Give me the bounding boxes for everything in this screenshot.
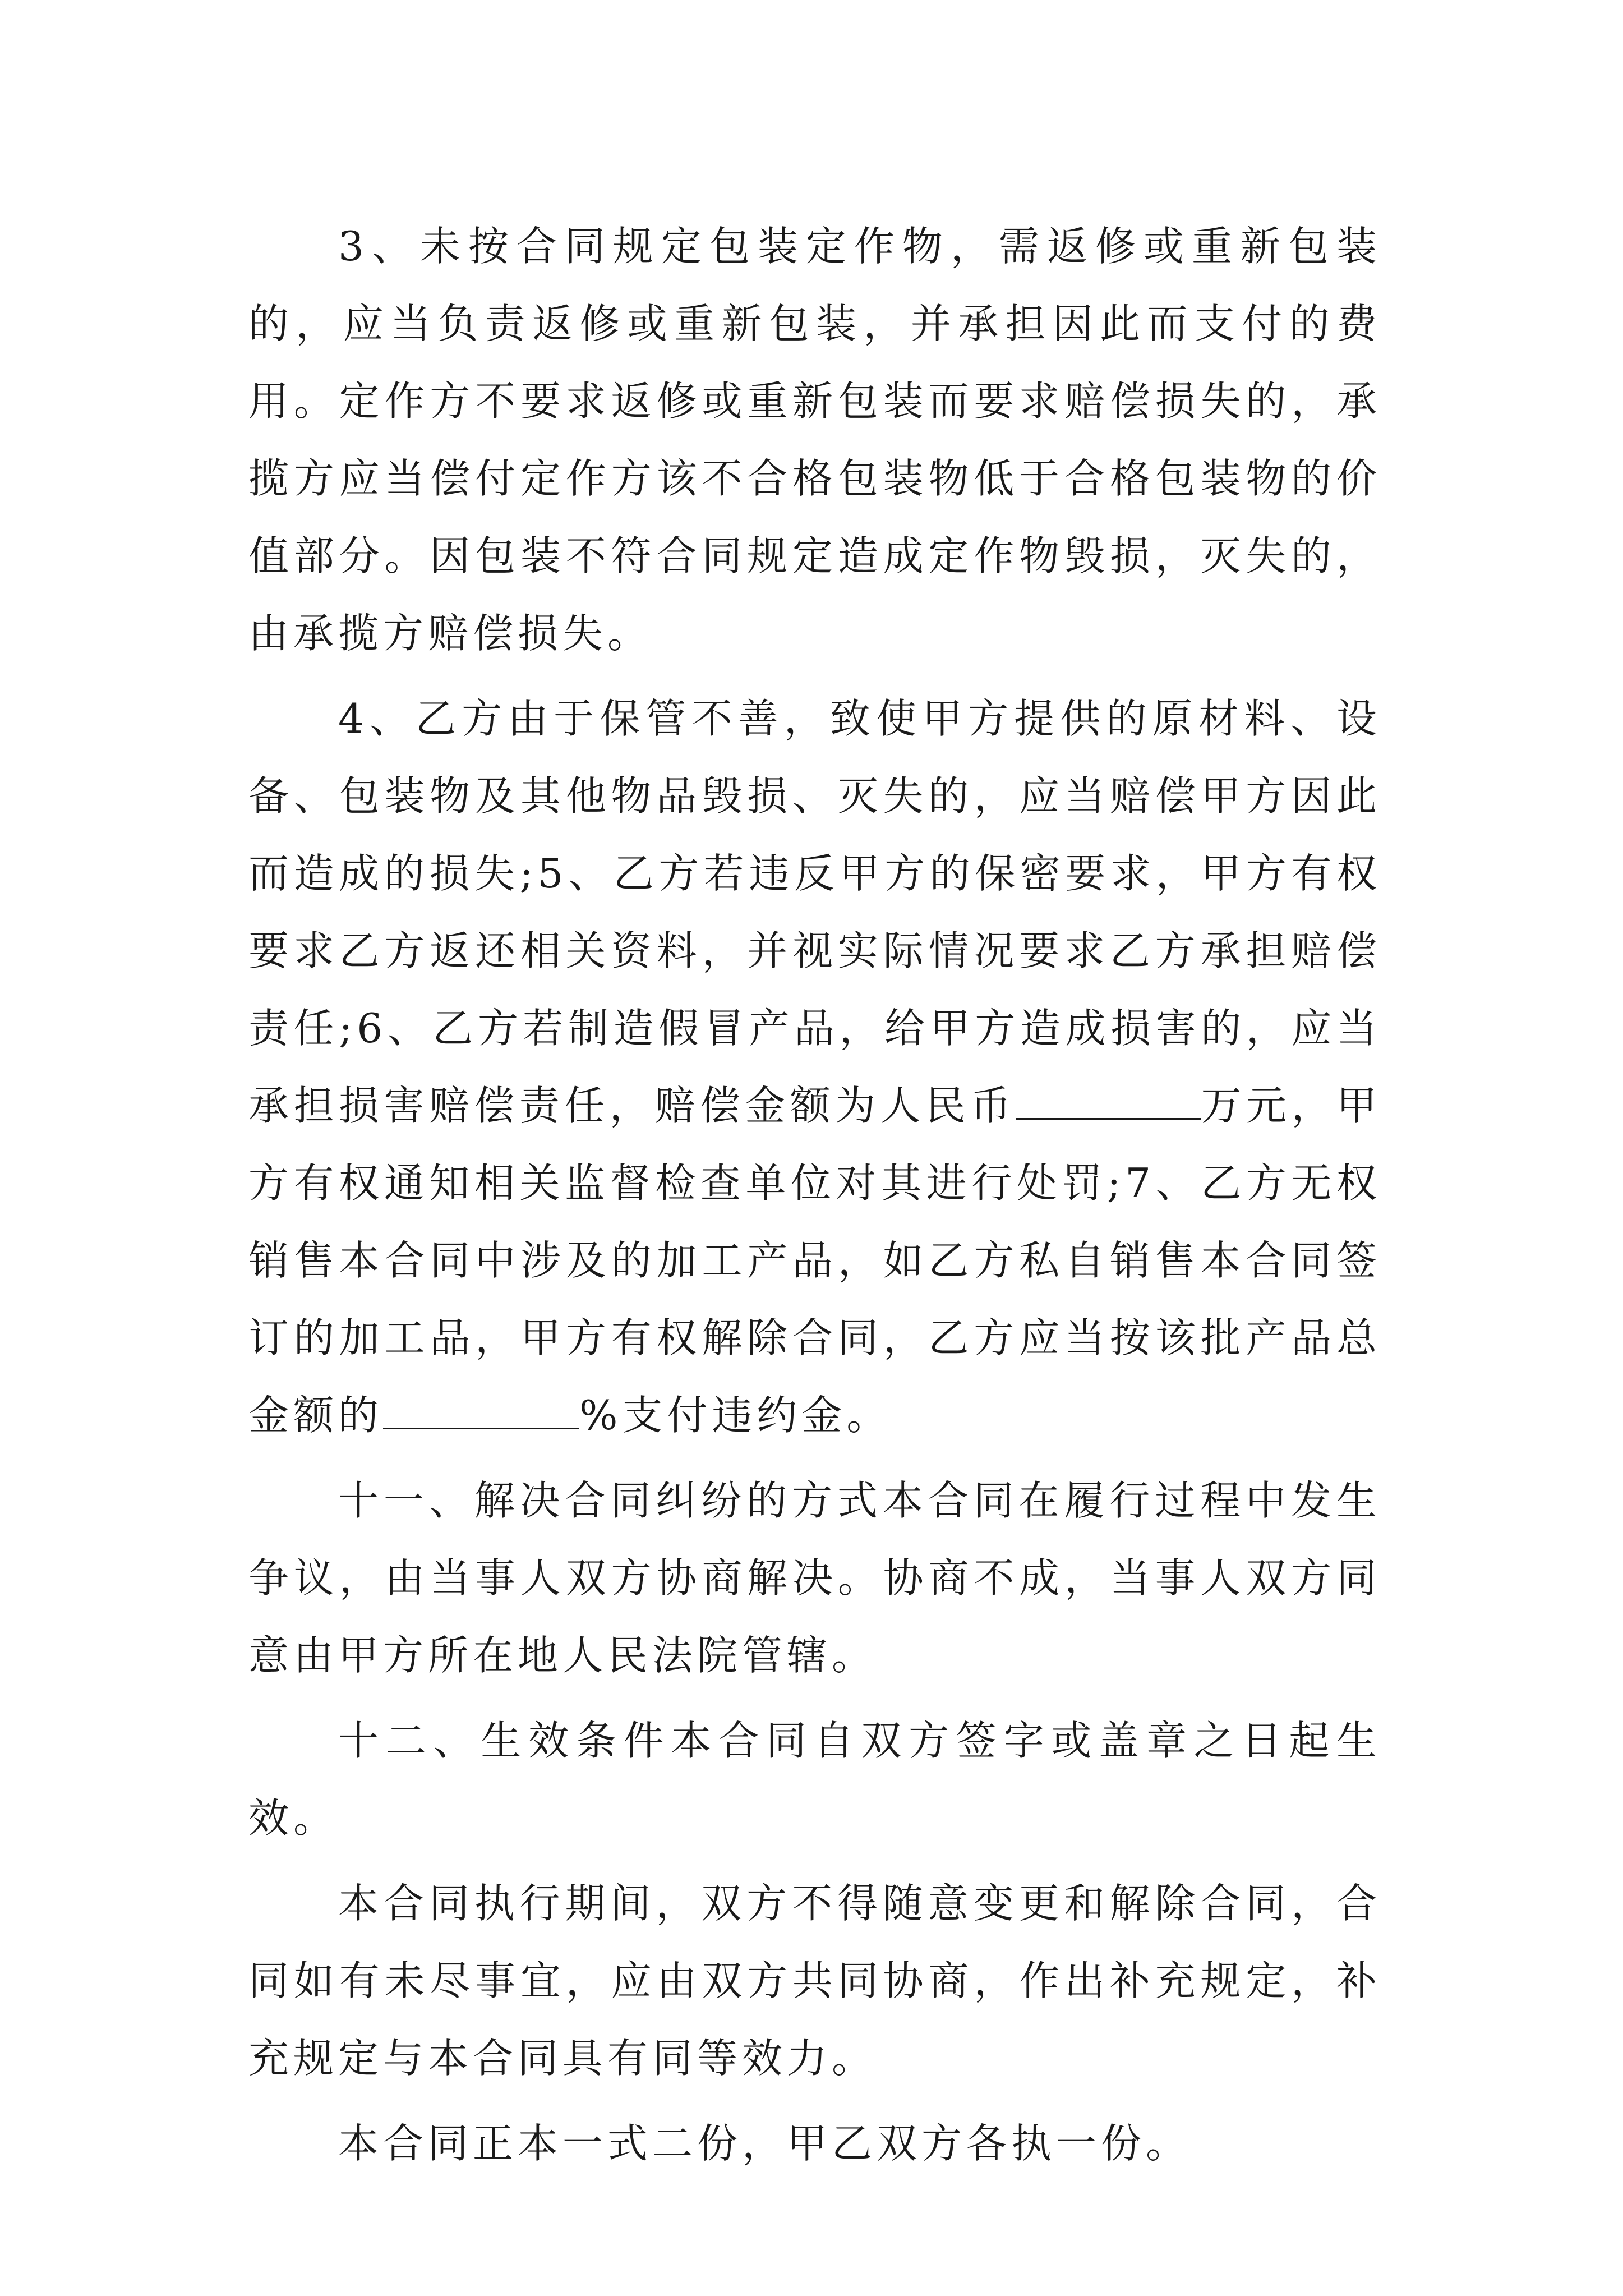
clause-4-text-c: %支付违约金。 — [579, 1392, 892, 1439]
clause-4-7-paragraph — [248, 680, 1381, 1454]
copies-paragraph: 本合同正本一式二份，甲乙双方各执一份。 — [338, 2120, 1191, 2167]
clause-12-paragraph: 十二、生效条件本合同自双方签字或盖章之日起生效。 — [248, 1717, 1381, 1842]
clause-4-text-b: 万元，甲方有权通知相关监督检查单位对其进行处罚;7、乙方无权销售本合同中涉及的加工产品，如乙方私自销售本合同签订的加工品，甲方有权解除合同，乙方应当按该批产品总金额的 — [248, 1082, 1381, 1439]
clause-11-paragraph: 十一、解决合同纠纷的方式本合同在履行过程中发生争议，由当事人双方协商解决。协商不成，当事人双方同意由甲方所在地人民法院管辖。 — [248, 1477, 1381, 1679]
contract-body — [248, 208, 1381, 2190]
supplement-paragraph: 本合同执行期间，双方不得随意变更和解除合同，合同如有未尽事宜，应由双方共同协商，作出补充规定，补充规定与本合同具有同等效力。 — [248, 1880, 1381, 2082]
amount-blank-field — [1016, 1081, 1201, 1120]
percentage-blank-field — [383, 1391, 579, 1429]
clause-3-paragraph: 3、未按合同规定包装定作物，需返修或重新包装的，应当负责返修或重新包装，并承担因此而支付的费用。定作方不要求返修或重新包装而要求赔偿损失的，承揽方应当偿付定作方该不合格包装物低于合格包装物的价值部分。因包装不符合同规定造成定作物毁损，灭失的，由承揽方赔偿损失。 — [248, 223, 1381, 657]
clause-4-text-a: 4、乙方由于保管不善，致使甲方提供的原材料、设备、包装物及其他物品毁损、灭失的，应当赔偿甲方因此而造成的损失;5、乙方若违反甲方的保密要求，甲方有权要求乙方返还相关资料，并视实际情况要求乙方承担赔偿责任;6、乙方若制造假冒产品，给甲方造成损害的，应当承担损害赔偿责任，赔偿金额为人民币 — [248, 695, 1381, 1129]
